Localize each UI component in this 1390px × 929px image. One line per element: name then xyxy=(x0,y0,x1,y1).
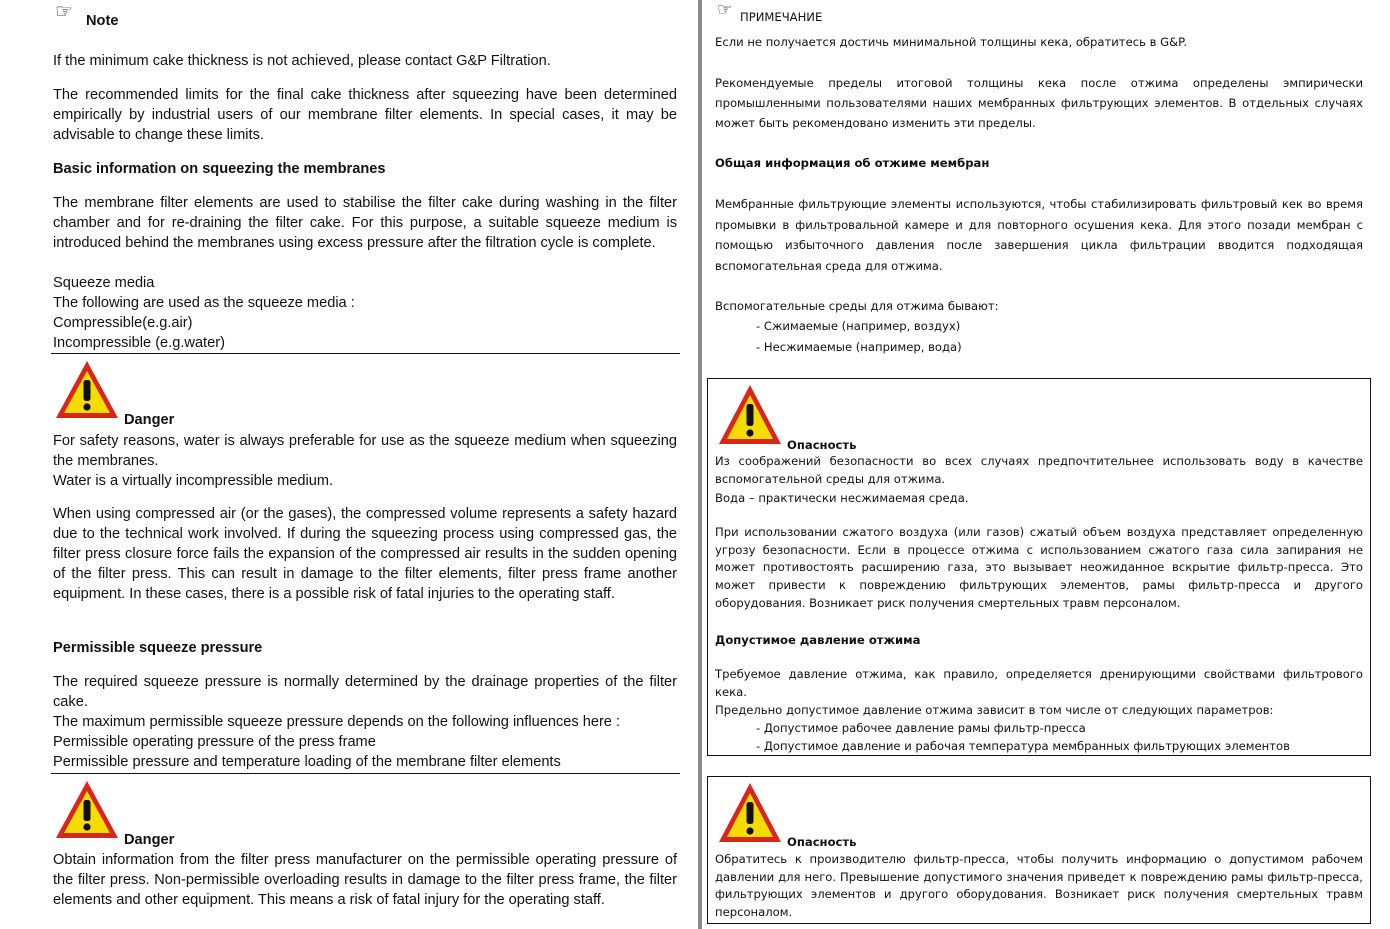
squeeze-media-item: - Сжимаемые (например, воздух) xyxy=(756,319,961,333)
basic-info-paragraph: The membrane filter elements are used to stabilise the filter cake during washing in the filter chamber and for re-draining the filter cake. For this purpose, a suitable squeeze medium is introduced behind the membranes using excess pressure after the filtration cycle is complete. xyxy=(53,195,677,251)
note-hand-icon: ☞ xyxy=(55,1,73,23)
danger-text: Water is a virtually incompressible medium. xyxy=(53,473,334,489)
pressure-paragraph: The required squeeze pressure is normally determined by the drainage properties of the filter cake. xyxy=(53,674,677,710)
note-heading: Note xyxy=(86,13,119,29)
squeeze-media-intro: Вспомогательные среды для отжима бывают: xyxy=(715,299,999,313)
pressure-item: - Допустимое давление и рабочая температура мембранных фильтрующих элементов xyxy=(756,739,1290,753)
pressure-heading: Permissible squeeze pressure xyxy=(53,640,263,656)
section-divider xyxy=(51,353,680,354)
danger-label: Опасность xyxy=(787,438,857,452)
danger-text: Из соображений безопасности во всех случаях предпочтительнее использовать воду в качестве вспомогательной среды для отжима. xyxy=(715,454,1363,486)
warning-triangle-icon xyxy=(716,382,784,447)
russian-column xyxy=(702,0,1390,929)
pressure-item: Permissible pressure and temperature loading of the membrane filter elements xyxy=(53,754,561,770)
pressure-paragraph: Требуемое давление отжима, как правило, определяется дренирующими свойствами фильтрового кека. xyxy=(715,667,1363,699)
limits-paragraph: Рекомендуемые пределы итоговой толщины кека после отжима определены эмпирически промышленными пользователями наших мембранных фильтрующих элементов. В отдельных случаях может быть рекомендовано изменить эти пределы. xyxy=(715,76,1363,130)
pressure-item: Permissible operating pressure of the press frame xyxy=(53,734,376,750)
warning-triangle-icon xyxy=(53,778,121,841)
note-text: If the minimum cake thickness is not achieved, please contact G&P Filtration. xyxy=(53,53,551,69)
danger-text: For safety reasons, water is always preferable for use as the squeeze medium when squeezing the membranes. xyxy=(53,433,677,469)
pressure-item: - Допустимое рабочее давление рамы фильтр-пресса xyxy=(756,721,1086,735)
compressed-air-paragraph: When using compressed air (or the gases), the compressed volume represents a safety hazard due to the technical work involved. If during the squeezing process using compressed gas, the filter press closure force fails the expansion of the compressed air results in the sudden opening of the filter press. This can result in damage to the filter elements, filter press frame another equipment. In these cases, there is a possible risk of fatal injuries to the operating staff. xyxy=(53,506,677,602)
basic-info-paragraph: Мембранные фильтрующие элементы используются, чтобы стабилизировать фильтровый кек во время промывки в фильтровальной камере и для повторного осушения кека. Для этого позади мембран с помощью избыточного давления после завершения цикла фильтрации вводится подходящая вспомогательная среда для отжима. xyxy=(715,197,1363,273)
danger-text: Обратитесь к производителю фильтр-пресса, чтобы получить информацию о допустимом рабочем давлении для него. Превышение допустимого значения приведет к повреждению рамы фильтр-пресса, фильтрующих элементов и другого оборудования. Возникает риск получения смертельных травм персоналом. xyxy=(715,852,1363,920)
squeeze-media-intro: The following are used as the squeeze media : xyxy=(53,295,355,311)
squeeze-media-item: - Несжимаемые (например, вода) xyxy=(756,340,962,354)
pressure-heading: Допустимое давление отжима xyxy=(715,633,921,647)
note-text: Если не получается достичь минимальной толщины кека, обратитесь в G&P. xyxy=(715,35,1188,49)
danger-label: Опасность xyxy=(787,835,857,849)
squeeze-media-item: Compressible(e.g.air) xyxy=(53,315,193,331)
section-divider xyxy=(51,773,680,774)
pressure-intro: The maximum permissible squeeze pressure depends on the following influences here : xyxy=(53,714,621,730)
basic-info-heading: Общая информация об отжиме мембран xyxy=(715,156,990,170)
basic-info-heading: Basic information on squeezing the membranes xyxy=(53,161,386,177)
note-heading: ПРИМЕЧАНИЕ xyxy=(740,10,823,24)
danger-label: Danger xyxy=(124,832,175,848)
compressed-air-paragraph: При использовании сжатого воздуха (или газов) сжатый объем воздуха представляет определенную угрозу безопасности. Если в процессе отжима с использованием сжатого газа сила запирания не может противостоять расширению газа, это вызывает неожиданное вскрытие фильтр-пресса. Это может привести к повреждению фильтрующих элементов, рамы фильтр-пресса и другого оборудования. Возникает риск получения смертельных травм персоналом. xyxy=(715,525,1363,610)
squeeze-media-item: Incompressible (e.g.water) xyxy=(53,335,225,351)
warning-triangle-icon xyxy=(53,358,121,421)
limits-paragraph: The recommended limits for the final cake thickness after squeezing have been determined empirically by industrial users of our membrane filter elements. In special cases, it may be advisable to change these limits. xyxy=(53,87,677,143)
note-hand-icon: ☞ xyxy=(717,0,733,20)
pressure-intro: Предельно допустимое давление отжима зависит в том числе от следующих параметров: xyxy=(715,703,1274,717)
warning-triangle-icon xyxy=(716,780,784,845)
squeeze-media-heading: Squeeze media xyxy=(53,275,155,291)
danger-text: Вода – практически несжимаемая среда. xyxy=(715,491,969,505)
danger-label: Danger xyxy=(124,412,175,428)
danger-text: Obtain information from the filter press manufacturer on the permissible operating pressure of the filter press. Non-permissible overloading results in damage to the filter press frame, the filter elements and other equipment. This means a risk of fatal injury for the operating staff. xyxy=(53,852,677,908)
